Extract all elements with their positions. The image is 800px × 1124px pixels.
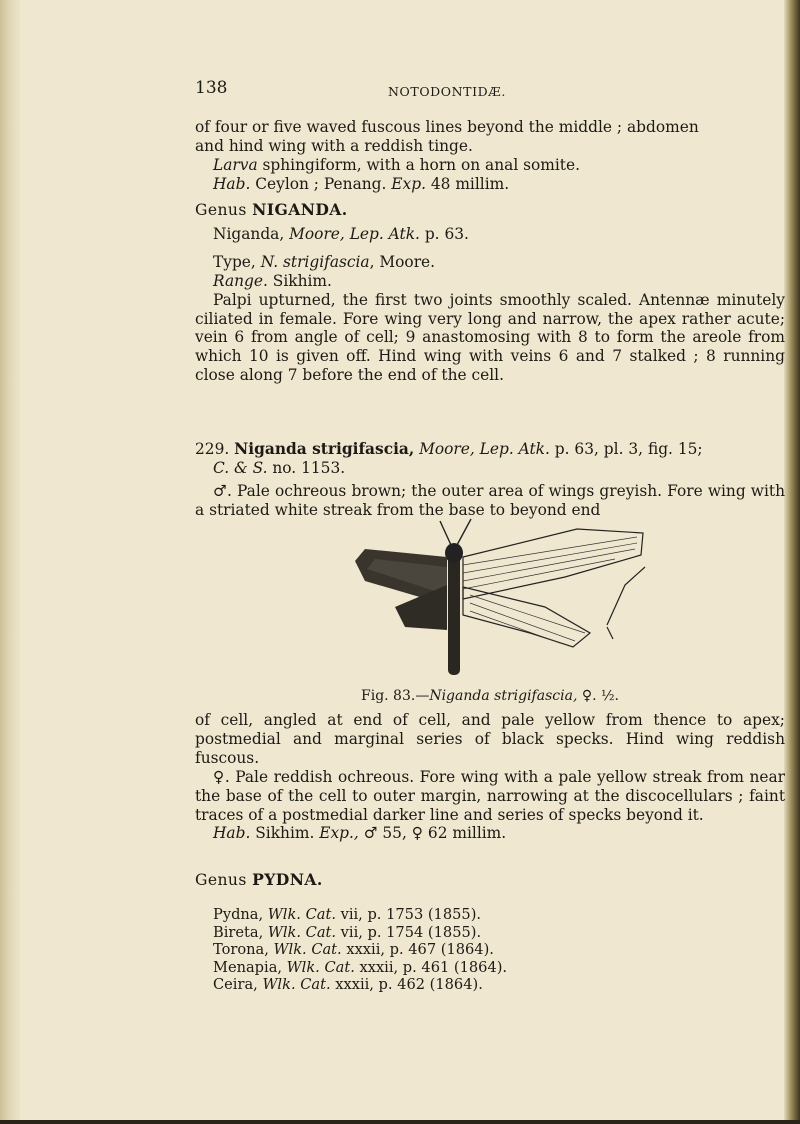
ref-author: Wlk. Cat.	[286, 958, 355, 976]
genus-prefix: Genus	[195, 201, 253, 219]
ref-author: Wlk. Cat.	[267, 923, 337, 941]
habitat-line-2	[195, 824, 785, 843]
habitat-line-1	[195, 175, 785, 194]
male-description-start: ♂. Pale ochreous brown; the outer area of wings greyish. Fore wing with a striated white streak from the base to beyond end	[195, 481, 785, 519]
leg-icon	[607, 567, 645, 639]
ref-author: Wlk. Cat.	[267, 906, 336, 923]
hab-label-2: Hab.	[213, 824, 251, 843]
intro-line-1: of four or five waved fuscous lines beyond the middle ; abdomen	[195, 118, 699, 136]
genus-ref-page: p. 63.	[419, 224, 469, 243]
larva-text: sphingiform, with a horn on anal somite.	[257, 155, 580, 174]
book-spine-shadow	[0, 0, 20, 1124]
caption-species: Niganda strigifascia,	[429, 688, 578, 704]
genus-ref-line	[195, 906, 785, 924]
larva-line	[195, 156, 785, 175]
ref-author: Wlk. Cat.	[273, 941, 342, 959]
genus-ref-author: Moore, Lep. Atk.	[289, 224, 420, 243]
type-line	[195, 253, 785, 272]
genus-ref-line	[195, 941, 785, 959]
type-species: N. strigifascia	[260, 252, 370, 271]
ref-rest: vii, p. 1754 (1855).	[336, 923, 482, 941]
page-number: 138	[195, 78, 228, 98]
range-text: Sikhim.	[267, 271, 332, 290]
ref-name: Ceira,	[213, 976, 263, 994]
genus-reference	[195, 225, 785, 244]
genus-description: Palpi upturned, the first two joints smoothly scaled. Antennæ minutely ciliated in female. Fore wing very long and narrow, the apex rather acute; vein 6 from angle of cell; 9 anastomosing with 8 to form the areole from which 10 is given off. Hind wing with veins 6 and 7 stalked ; 8 running close along 7 before the end of the cell.	[195, 290, 785, 385]
species-name: Niganda strigifascia,	[234, 440, 415, 458]
intro-line-2: and hind wing with a reddish tinge.	[195, 136, 473, 155]
species-number: 229.	[195, 440, 235, 458]
ref-name: Bireta,	[213, 923, 268, 941]
exp-text-2: ♂ 55, ♀ 62 millim.	[358, 824, 507, 843]
ref-rest: vii, p. 1753 (1855).	[335, 906, 482, 923]
caption-suffix: ♀. ½.	[577, 688, 619, 704]
ref-name: Torona,	[213, 941, 274, 959]
ref-name: Menapia,	[213, 958, 287, 976]
type-prefix: Type,	[213, 252, 261, 271]
genus-niganda-section	[195, 201, 785, 385]
figure-caption	[195, 688, 785, 704]
genus-ref-line	[195, 976, 785, 994]
description-section	[195, 711, 785, 843]
hab-text-1: Ceylon ; Penang.	[250, 174, 392, 193]
right-wing-icon	[463, 529, 643, 647]
genus-name: NIGANDA.	[252, 200, 348, 219]
page-edge-shadow	[784, 0, 800, 1124]
range-label: Range.	[213, 271, 268, 290]
male-description-end: of cell, angled at end of cell, and pale yellow from thence to apex; postmedial and marginal series of black specks. Hind wing reddish fuscous.	[195, 711, 785, 767]
species-ref-rest: p. 63, pl. 3, fig. 15;	[549, 440, 703, 458]
ref-rest: xxxii, p. 461 (1864).	[354, 958, 508, 976]
species-ref-line2: C. & S.	[213, 458, 268, 477]
book-page	[195, 0, 785, 1124]
ref-author: Wlk. Cat.	[262, 976, 331, 994]
intro-section	[195, 118, 785, 194]
ref-rest: xxxii, p. 462 (1864).	[330, 976, 483, 994]
genus-heading-pydna	[195, 871, 785, 890]
genus-pydna-heading-wrap	[195, 871, 785, 890]
genus2-prefix: Genus	[195, 871, 253, 889]
ref-rest: xxxii, p. 467 (1864).	[341, 941, 494, 959]
genus-pydna-references	[195, 906, 785, 994]
caption-prefix: Fig. 83.—	[361, 688, 430, 704]
moth-illustration	[345, 515, 655, 685]
range-line	[195, 272, 785, 291]
female-description: ♀. Pale reddish ochreous. Fore wing with a pale yellow streak from near the base of the cell to outer margin, narrowing at the discocellulars ; faint traces of a postmedial darker line and series of specks beyond it.	[195, 767, 785, 824]
hab-text-2: Sikhim.	[250, 824, 320, 843]
genus2-name: PYDNA.	[252, 870, 323, 889]
genus-heading-niganda	[195, 201, 785, 220]
running-title: NOTODONTIDÆ.	[388, 84, 506, 99]
exp-label-2: Exp.,	[319, 824, 359, 843]
larva-label: Larva	[213, 155, 258, 174]
genus-ref-name: Niganda,	[213, 224, 290, 243]
hab-label-1: Hab.	[213, 174, 251, 193]
left-wing-icon	[355, 549, 447, 630]
species-ref-line2-rest: no. 1153.	[267, 458, 346, 477]
species-heading	[195, 440, 785, 478]
species-ref-author: Moore, Lep. Atk.	[414, 440, 550, 458]
ref-name: Pydna,	[213, 906, 268, 923]
page-header	[195, 78, 785, 102]
exp-label-1: Exp.	[391, 174, 426, 193]
exp-text-1: 48 millim.	[425, 174, 510, 193]
species-section	[195, 440, 785, 520]
type-suffix: , Moore.	[369, 252, 436, 271]
genus-ref-line	[195, 924, 785, 942]
genus-ref-line	[195, 959, 785, 977]
